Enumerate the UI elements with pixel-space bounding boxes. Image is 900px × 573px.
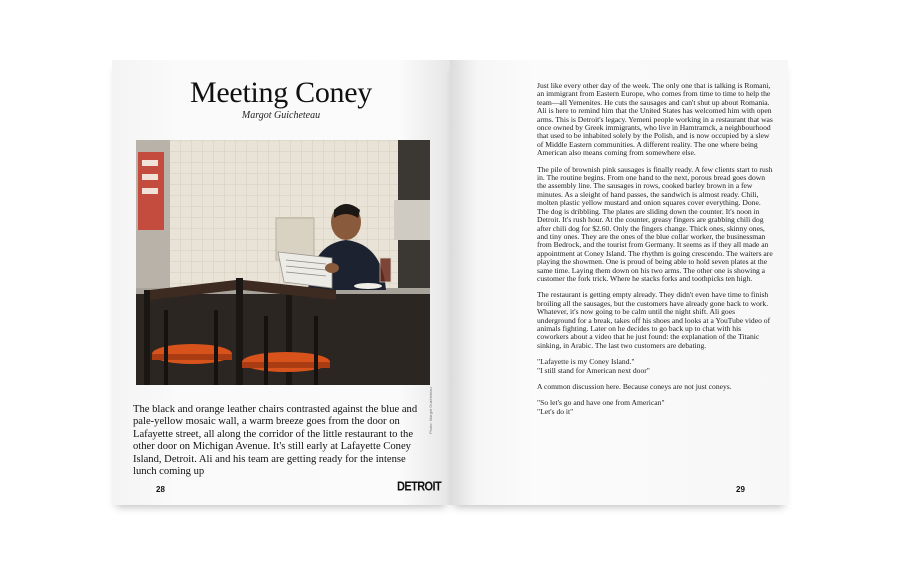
photo-caption: The black and orange leather chairs contrasted against the blue and pale-yellow mosaic wall, a warm breeze goes from the door on Lafayette street, all along the corridor of the little restaurant to the other door on Michigan Avenue. It's still early at Lafayette Coney Island, Detroit. Ali and his team are getting ready for the intense lunch coming up bbox=[133, 404, 418, 478]
dialogue-line: "So let's go and have one from American" bbox=[537, 398, 665, 408]
page-number-right: 29 bbox=[736, 485, 745, 494]
body-paragraph: The restaurant is getting empty already. They didn't even have time to finish broiling all the sausages, but the customers have already gone back to work. Whatever, it's now going to be calm until the night shift. Ali goes underground for a break, takes off his shoes and looks at a YouTube video of animals fighting. Later on he decides to go back up to chat with his coworkers about a video that he just found: the explanation of the Titanic sinking, in Arabic. The last two customers are debating. bbox=[537, 290, 771, 350]
article-author: Margot Guicheteau bbox=[241, 110, 321, 121]
right-page bbox=[450, 60, 788, 505]
dialogue-block bbox=[537, 358, 773, 375]
detroit-logo: DETROIT bbox=[397, 480, 442, 494]
article-title: Meeting Coney bbox=[190, 76, 372, 109]
left-page bbox=[112, 60, 450, 505]
dialogue-line: "Let's do it" bbox=[537, 406, 574, 416]
restaurant-photo bbox=[136, 140, 430, 385]
page-number-left: 28 bbox=[156, 485, 165, 494]
body-paragraph: Just like every other day of the week. The only one that is talking is Romani, an immigrant from Eastern Europe, who comes from time to time to help the team—all Yemenites. He cuts the sausages and can't shut up about Romania. Ali is here to remind him that the United States has welcomed him with open arms. This is Detroit's legacy. Yemeni people working in a restaurant that was once owned by Greek immigrants, who live in Hamtramck, a neighbourhood that used to be inhabited solely by the Polish, and is now occupied by a slew of Middle Eastern communities. A different reality. The one where being American also means coming from somewhere else. bbox=[537, 81, 773, 158]
article-body bbox=[537, 82, 773, 424]
magazine-spread bbox=[112, 60, 788, 505]
dialogue-line: "I still stand for American next door" bbox=[537, 365, 650, 375]
body-paragraph: A common discussion here. Because coneys are not just coneys. bbox=[537, 382, 732, 391]
body-paragraph: The pile of brownish pink sausages is finally ready. A few clients start to rush in. The routine begins. From one hand to the next, porous bread goes down the assembly line. The sausages in rows, cooked barley brown in a few minutes. As a sleight of hand passes, the sandwich is almost ready. Chili, molten plastic yellow mustard and onion squares cover everything. Done. The dog is dribbling. The plates are sliding down the counter. It's noon in Detroit. It's rush hour. At the counter, greasy fingers are grabbing chili dog after chili dog for $2.60. Only the fingers change. Thick ones, skinny ones, and tiny ones. They are the ones of the blue collar worker, the businessman from Bedrock, and the tourist from Germany. It seems as if they all made an appointment at Coney Island. The rhythm is going crescendo. The waiters are playing the showmen. One is proud of being able to hold seven plates at the same time. Laying them down on his two arms. The other one is showing a customer the fork trick. Where he stacks forks and toothpicks ten high. bbox=[537, 164, 773, 283]
photo-credit: Photo: Margot Guicheteau bbox=[428, 387, 433, 434]
dialogue-block bbox=[537, 399, 773, 416]
dialogue-line: "Lafayette is my Coney Island." bbox=[537, 357, 635, 367]
